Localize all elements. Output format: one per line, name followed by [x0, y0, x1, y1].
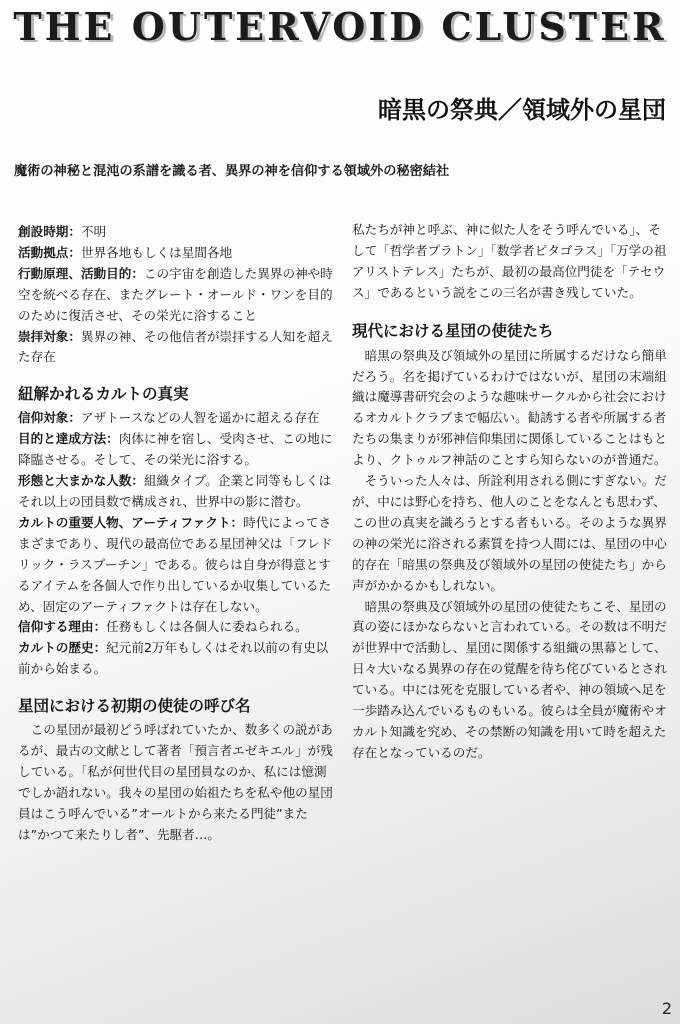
- modern-paragraph: 暗黒の祭典及び領域外の星団の使徒たちこそ、星団の真の姿にほかならないと言われている。その数は不明だが世界中で活動し、星団に関係する組織の黒幕として、日々大いなる異界の存在の覚醒を待ち侘びているとされている。中には死を克服している者や、神の領域へ足を一歩踏み込んでいるものもいる。彼らは全員が魔術やオカルト知識を究め、その禁断の知識を用いて時を超えた存在となっているのだ。: [352, 598, 667, 760]
- title-banner: [0, 0, 680, 52]
- modern-paragraph: 暗黒の祭典及び領域外の星団に所属するだけなら簡単だろう。名を掲げているわけではないが、星団の末端組織は魔導書研究会のような趣味サークルから社会におけるオカルトクラブまで幅広い。勧誘する者や所属する者たちの集まりが邪神信仰集団に関係していることはもとより、クトゥルフ神話のことすら知らないのが普通だ。: [352, 347, 667, 468]
- profile-item: 崇拝対象：異界の神、その他信者が崇拝する人知を超えた存在: [18, 328, 333, 365]
- page-subtitle: 暗黒の祭典／領域外の星団: [378, 96, 666, 124]
- section-heading-cult: 紐解かれるカルトの真実: [18, 385, 189, 404]
- right-column: [352, 220, 667, 764]
- page-number: 2: [661, 999, 672, 1018]
- cult-item: 形態と大まかな人数：組織タイプ。企業と同等もしくはそれ以上の団員数で構成され、世界中の影に潜む。: [18, 473, 332, 509]
- left-column: [18, 222, 333, 846]
- section-heading-modern: 現代における星団の使徒たち: [352, 321, 554, 340]
- profile-item: 行動原理、活動目的：この宇宙を創造した異界の神や時空を統べる存在、またグレート・オールド・ワンを目的のために復活させ、その栄光に浴すること: [18, 265, 333, 323]
- cult-item: 信仰対象：アザトースなどの人智を遥かに超える存在: [18, 410, 320, 426]
- section-heading-early: 星団における初期の使徒の呼び名: [18, 697, 251, 716]
- cult-item: カルトの歴史：紀元前2万年もしくはそれ以前の有史以前から始まる。: [18, 640, 329, 677]
- cult-item: 目的と達成方法：肉体に神を宿し、受肉させ、この地に降臨させる。そして、その栄光に浴する。: [18, 431, 333, 468]
- profile-item: 活動拠点：世界各地もしくは星間各地: [18, 244, 233, 260]
- early-paragraph: この星団が最初どう呼ばれていたか、数多くの説があるが、最古の文献として著者「預言者エゼキエル」が残している。「私が何世代目の星団員なのか、私には憶測でしか語れない。我々の星団の始祖たちを私や他の星団員はこう呼んでいる”オールトから来たる門徒”または”かつて来たりし者”、先駆者…。: [18, 722, 333, 842]
- modern-paragraph: そういった人々は、所詮利用される側にすぎない。だが、中には野心を持ち、他人のことをなんとも思わず、この世の真実を識ろうとする者もいる。そのような異界の神の栄光に浴される素質を持つ人間には、星団の中心的存在「暗黒の祭典及び領域外の星団の使徒たち」から声がかかるかもしれない。: [352, 473, 667, 593]
- cult-item: 信仰する理由：任務もしくは各個人に委ねられる。: [18, 619, 308, 635]
- cult-item: カルトの重要人物、アーティファクト：時代によってさまざまであり、現代の最高位である星団神父は「フレドリック・ラスプーチン」である。彼らは自身が得意とするアイテムを各個人で作り出しているか収集しているため、固定のアーティファクトは存在しない。: [18, 514, 333, 614]
- continuation-paragraph: 私たちが神と呼ぶ、神に似た人をそう呼んでいる」、そして「哲学者プラトン」「数学者ピタゴラス」「万学の祖アリストテレス」たちが、最初の最高位門徒を「テセウス」であるという説をこの三名が書き残していた。: [352, 222, 667, 300]
- title-banner-text: THE OUTERVOID CLUSTER: [13, 4, 667, 49]
- profile-item: 創設時期：不明: [18, 224, 107, 239]
- tagline: 魔術の神秘と混沌の系譜を識る者、異界の神を信仰する領域外の秘密結社: [14, 164, 450, 179]
